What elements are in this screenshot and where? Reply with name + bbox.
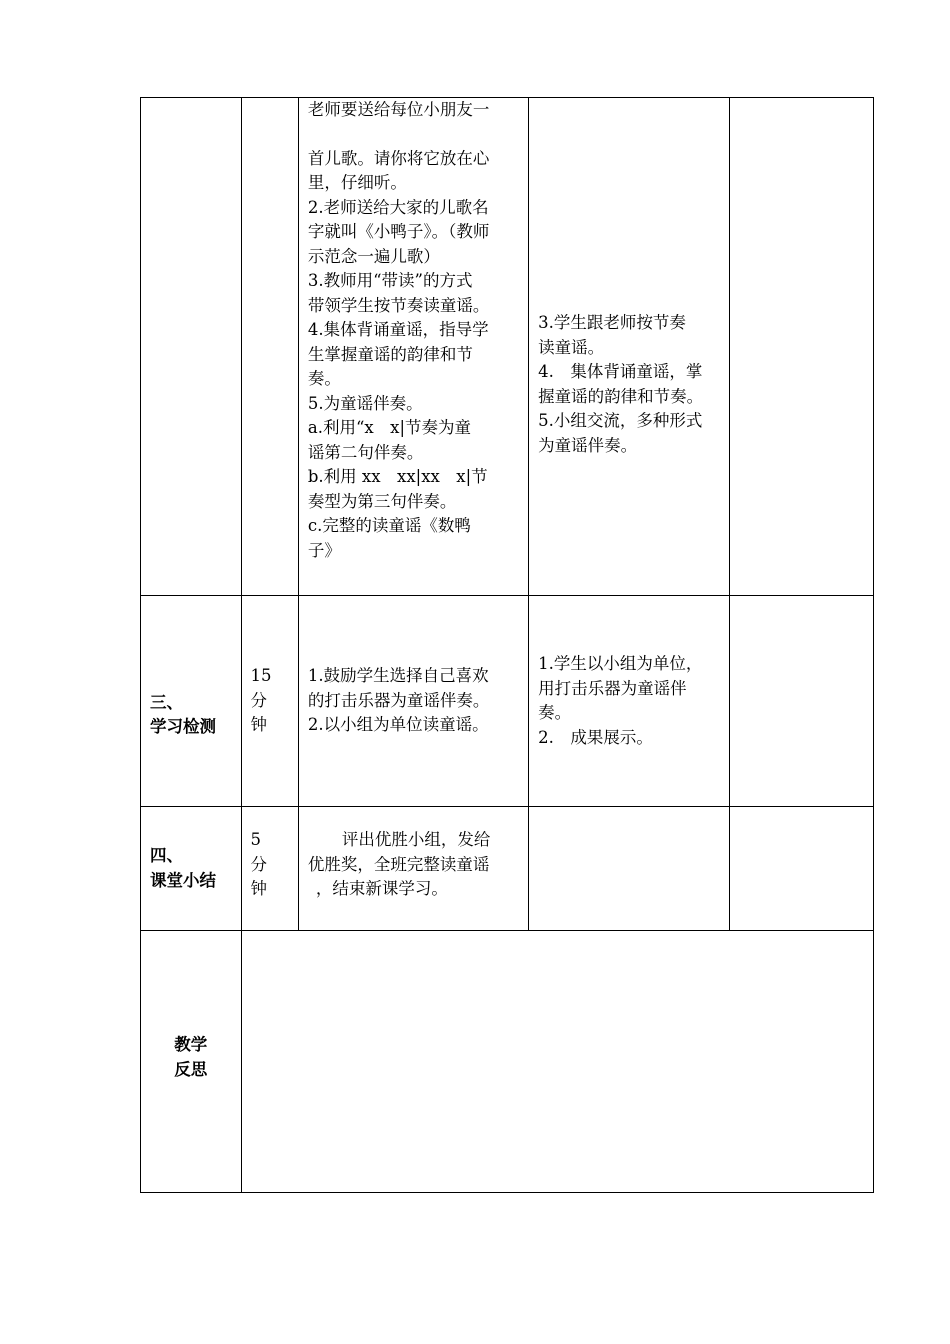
student-line: 3.学生跟老师按节奏 [538, 313, 686, 332]
time-cell [241, 807, 298, 931]
section-title: 学习检测 [150, 717, 216, 736]
teacher-line: 带领学生按节奏读童谣。 [307, 295, 490, 315]
teacher-line: 的打击乐器为童谣伴奏。 [307, 690, 490, 710]
student-line: 奏。 [538, 703, 572, 722]
teacher-activity-cell [298, 596, 528, 807]
time-unit: 钟 [250, 879, 268, 898]
teacher-line: 生掌握童谣的韵律和节 [307, 344, 473, 364]
teacher-activity-cell [298, 807, 528, 931]
table-row-continuation [141, 98, 874, 596]
teacher-line: 首儿歌。请你将它放在心 [307, 148, 490, 168]
section-number: 三、 [150, 692, 183, 712]
student-line: 4. 集体背诵童谣，掌 [538, 362, 703, 381]
teacher-line: 优胜奖，全班完整读童谣 [307, 854, 490, 874]
time-value: 5 [250, 830, 262, 849]
teacher-line: 示范念一遍儿歌） [307, 246, 440, 266]
time-unit: 分 [250, 690, 268, 710]
teacher-line: 2.老师送给大家的儿歌名 [307, 197, 489, 217]
teacher-line: 子》 [307, 540, 341, 560]
teacher-line: 评出优胜小组，发给 [341, 830, 491, 849]
reflection-title: 教学 [174, 1035, 208, 1054]
section-title: 课堂小结 [150, 870, 216, 890]
student-activity-cell [529, 98, 730, 596]
student-line: 读童谣。 [538, 337, 605, 357]
time-cell [241, 596, 298, 807]
student-activity-cell [529, 807, 730, 931]
teacher-line: ，结束新课学习。 [315, 879, 448, 898]
section-heading-cell [141, 98, 242, 596]
time-unit: 分 [250, 854, 268, 874]
section-heading-cell [141, 807, 242, 931]
time-value: 15 [250, 666, 272, 685]
section-number: 四、 [150, 846, 183, 865]
teacher-line: a.利用“x x|节奏为童 [307, 418, 472, 437]
teacher-line: 字就叫《小鸭子》。（教师 [307, 222, 490, 241]
teacher-activity-cell [298, 98, 528, 596]
teacher-line: 奏。 [307, 369, 341, 388]
notes-cell [730, 807, 874, 931]
teacher-line: 2.以小组为单位读童谣。 [307, 715, 489, 734]
reflection-content-cell [241, 931, 873, 1193]
time-unit: 钟 [250, 715, 268, 734]
table-row-practice [141, 596, 874, 807]
table-row-summary [141, 807, 874, 931]
student-activity-cell [529, 596, 730, 807]
teacher-line: 5.为童谣伴奏。 [307, 393, 423, 413]
teacher-line: b.利用 xx xx|xx x|节 [307, 467, 488, 486]
student-line: 用打击乐器为童谣伴 [538, 678, 687, 698]
time-cell [241, 98, 298, 596]
student-line: 1.学生以小组为单位， [538, 654, 703, 673]
student-line: 握童谣的韵律和节奏。 [538, 386, 704, 406]
teacher-line: 谣第二句伴奏。 [307, 442, 424, 462]
notes-cell [730, 596, 874, 807]
student-line: 5.小组交流，多种形式 [538, 411, 703, 430]
teacher-line: 老师要送给每位小朋友一 [307, 100, 490, 119]
section-heading-cell [141, 931, 242, 1193]
teacher-line: 3.教师用“带读”的方式 [307, 271, 473, 290]
teacher-line: 4.集体背诵童谣，指导学 [307, 320, 489, 339]
student-line: 2. 成果展示。 [538, 727, 653, 747]
teacher-line: 奏型为第三句伴奏。 [307, 491, 457, 511]
notes-cell [730, 98, 874, 596]
lesson-plan-table [140, 97, 874, 1193]
teacher-line: 里，仔细听。 [307, 173, 407, 192]
teacher-line: 1.鼓励学生选择自己喜欢 [307, 666, 489, 685]
table-row-reflection [141, 931, 874, 1193]
student-line: 为童谣伴奏。 [538, 435, 638, 455]
reflection-title: 反思 [174, 1059, 208, 1079]
teacher-line: c.完整的读童谣《数鸭 [307, 516, 471, 535]
section-heading-cell [141, 596, 242, 807]
